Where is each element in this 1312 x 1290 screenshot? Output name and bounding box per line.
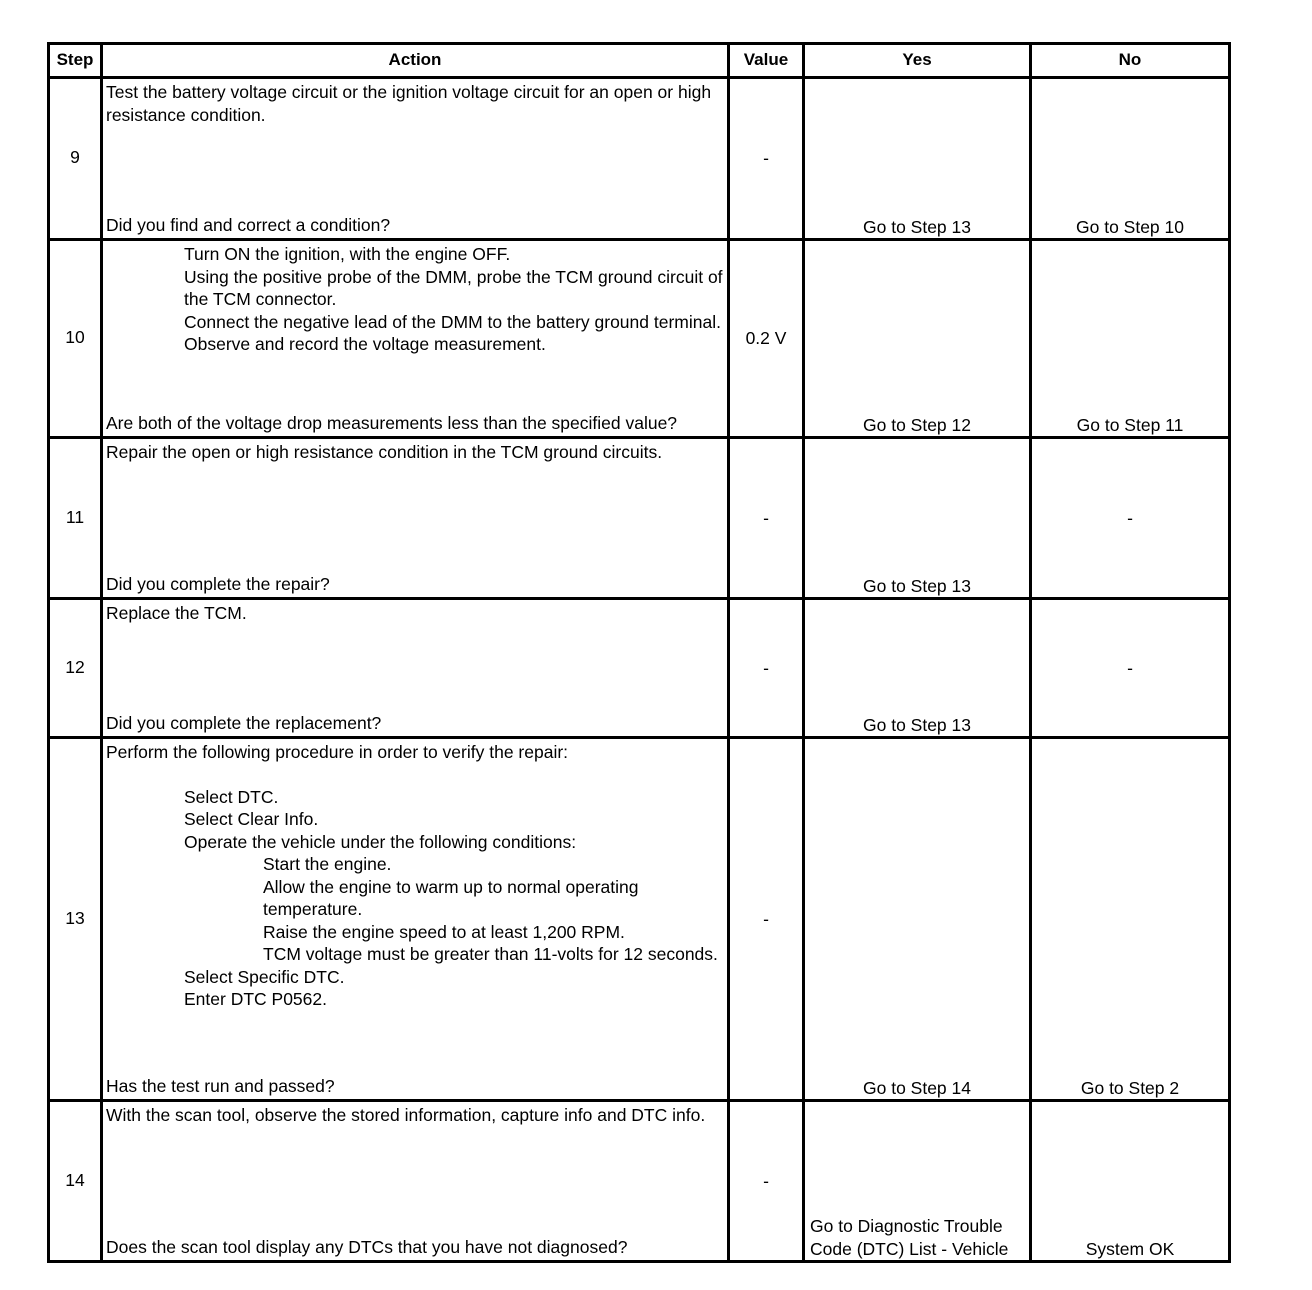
action-header: Action [102, 44, 729, 78]
step-number: 14 [49, 1101, 102, 1262]
header-row [49, 44, 1230, 78]
yes-cell: Go to Diagnostic Trouble Code (DTC) List - Vehicle [804, 1101, 1031, 1262]
procedure-list [106, 243, 724, 356]
value-cell: - [729, 78, 804, 240]
procedure-item: Connect the negative lead of the DMM to the battery ground terminal. Observe and record the voltage measurement. [184, 311, 721, 354]
action-text: Repair the open or high resistance condition in the TCM ground circuits. [106, 442, 663, 462]
step-number: 9 [49, 78, 102, 240]
no-cell: - [1031, 438, 1230, 599]
no-cell: - [1031, 599, 1230, 738]
question-text: Did you find and correct a condition? [106, 214, 391, 235]
action-text: Perform the following procedure in order to verify the repair: [106, 742, 569, 762]
value-cell: 0.2 V [729, 240, 804, 438]
action-cell [102, 240, 729, 438]
yes-header: Yes [804, 44, 1031, 78]
table-row-step-12 [49, 599, 1230, 738]
question-text: Has the test run and passed? [106, 1075, 335, 1096]
procedure-list [106, 786, 724, 854]
question-text: Does the scan tool display any DTCs that you have not diagnosed? [106, 1236, 628, 1257]
procedure-subitem: Start the engine. [263, 854, 392, 874]
no-cell: Go to Step 10 [1031, 78, 1230, 240]
value-header: Value [729, 44, 804, 78]
procedure-item: Turn ON the ignition, with the engine OFF. [184, 244, 511, 264]
table-row-step-9 [49, 78, 1230, 240]
step-header: Step [49, 44, 102, 78]
action-text: Replace the TCM. [106, 603, 247, 623]
action-cell [102, 599, 729, 738]
no-cell: System OK [1031, 1101, 1230, 1262]
yes-cell: Go to Step 13 [804, 599, 1031, 738]
step-number: 11 [49, 438, 102, 599]
no-cell: Go to Step 11 [1031, 240, 1230, 438]
procedure-subitem: Raise the engine speed to at least 1,200 RPM. [263, 921, 625, 942]
diagnostic-table [47, 42, 1231, 1263]
step-number: 10 [49, 240, 102, 438]
procedure-item: Enter DTC P0562. [184, 989, 327, 1009]
procedure-list [106, 966, 724, 1011]
question-text: Are both of the voltage drop measurements less than the specified value? [106, 412, 678, 433]
action-cell [102, 438, 729, 599]
action-cell [102, 78, 729, 240]
value-cell: - [729, 438, 804, 599]
action-cell [102, 738, 729, 1101]
action-text: Test the battery voltage circuit or the ignition voltage circuit for an open or high resistance condition. [106, 82, 712, 125]
yes-cell: Go to Step 14 [804, 738, 1031, 1101]
procedure-item: Select Specific DTC. [184, 966, 345, 987]
value-cell: - [729, 738, 804, 1101]
step-number: 12 [49, 599, 102, 738]
value-cell: - [729, 599, 804, 738]
step-number: 13 [49, 738, 102, 1101]
procedure-item: Select Clear Info. [184, 809, 319, 829]
procedure-item: Operate the vehicle under the following conditions: [184, 831, 577, 852]
action-text: With the scan tool, observe the stored information, capture info and DTC info. [106, 1105, 706, 1125]
procedure-sublist [106, 853, 724, 966]
yes-cell: Go to Step 12 [804, 240, 1031, 438]
procedure-subitem: TCM voltage must be greater than 11-volts for 12 seconds. [263, 944, 718, 964]
no-cell: Go to Step 2 [1031, 738, 1230, 1101]
table-row-step-14 [49, 1101, 1230, 1262]
table-row-step-10 [49, 240, 1230, 438]
question-text: Did you complete the replacement? [106, 712, 382, 733]
procedure-item: Using the positive probe of the DMM, probe the TCM ground circuit of the TCM connector. [184, 266, 723, 309]
question-text: Did you complete the repair? [106, 573, 330, 594]
procedure-subitem: Allow the engine to warm up to normal operating temperature. [263, 876, 639, 919]
procedure-item: Select DTC. [184, 786, 279, 807]
table-row-step-11 [49, 438, 1230, 599]
table-row-step-13 [49, 738, 1230, 1101]
yes-cell: Go to Step 13 [804, 78, 1031, 240]
action-cell [102, 1101, 729, 1262]
value-cell: - [729, 1101, 804, 1262]
yes-cell: Go to Step 13 [804, 438, 1031, 599]
no-header: No [1031, 44, 1230, 78]
